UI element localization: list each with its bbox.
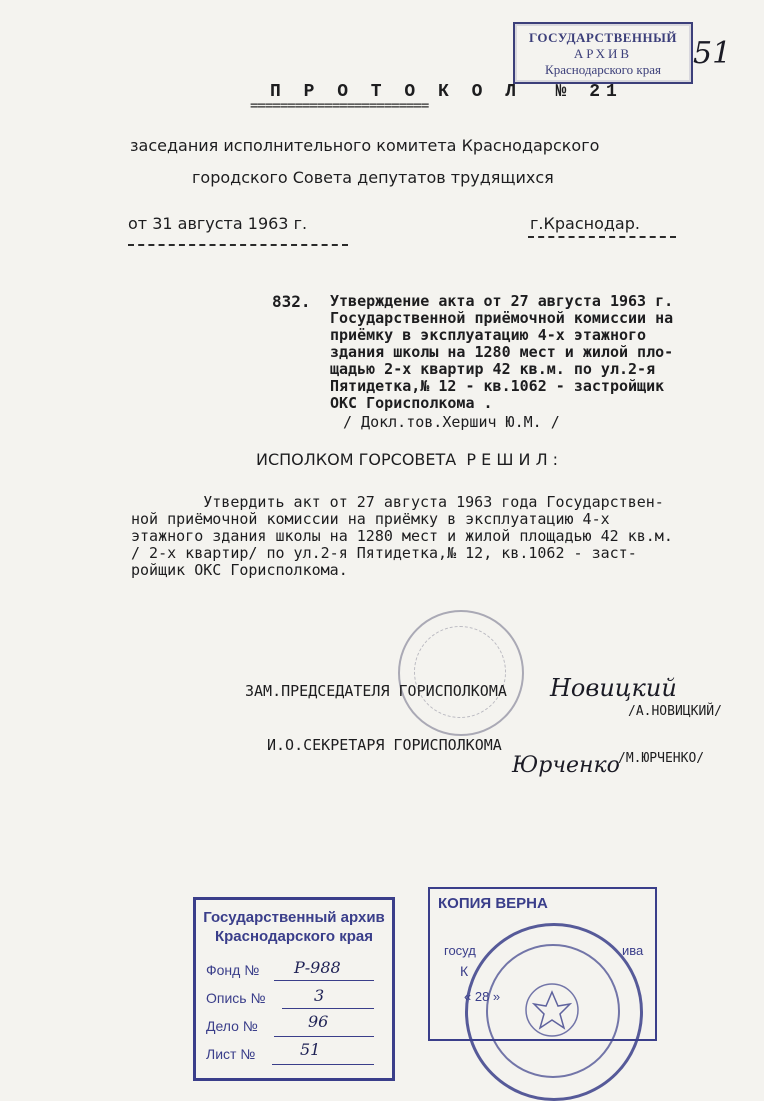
item-line: здания школы на 1280 мест и жилой пло- <box>330 343 674 361</box>
protocol-title: П Р О Т О К О Л № 21 <box>270 82 623 102</box>
secretary-title: И.О.СЕКРЕТАРЯ ГОРИСПОЛКОМА <box>267 736 502 754</box>
delo-value: 96 <box>308 1012 329 1031</box>
item-number: 832. <box>272 292 311 311</box>
eagle-emblem-icon <box>522 980 582 1040</box>
delo-label: Дело № <box>206 1018 258 1034</box>
sheet-number-handwritten: 51 <box>693 36 732 71</box>
decision-heading: ИСПОЛКОМ ГОРСОВЕТА Р Е Ш И Л : <box>256 450 559 469</box>
opis-label: Опись № <box>206 990 266 1006</box>
archive-stamp-line2: АРХИВ <box>573 46 633 61</box>
item-line: щадью 2-х квартир 42 кв.м. по ул.2-я <box>330 360 656 378</box>
secretary-name: /М.ЮРЧЕНКО/ <box>618 751 705 766</box>
copy-stamp-text: К <box>460 963 469 979</box>
list-line <box>272 1064 374 1065</box>
decision-line: / 2-х квартир/ по ул.2-я Пятидетка,№ 12, кв.1062 - заст- <box>131 544 637 562</box>
decision-line: ной приёмочной комиссии на приёмку в эксплуатацию 4-х <box>131 510 610 528</box>
archive-stamp-line1: ГОСУДАРСТВЕННЫЙ <box>528 30 678 45</box>
item-line: ОКС Горисполкома . <box>330 394 493 412</box>
secretary-signature: Юрченко <box>512 753 620 778</box>
archive-stamp-line3: Краснодарского края <box>545 62 661 77</box>
copy-stamp-text: ива <box>622 943 644 958</box>
list-value: 51 <box>300 1040 321 1059</box>
report-line: / Докл.тов.Хершич Ю.М. / <box>343 413 560 431</box>
faded-round-seal <box>398 610 524 736</box>
decision-line: ройщик ОКС Горисполкома. <box>131 561 348 579</box>
title-underline: ======================== <box>250 98 429 114</box>
date-underline <box>128 244 348 246</box>
decision-line: Утвердить акт от 27 августа 1963 года Государствен- <box>131 493 664 511</box>
archive-stamp-header2: Краснодарского края <box>214 928 373 945</box>
header-line1: заседания исполнительного комитета Краснодарского <box>130 136 600 155</box>
fond-label: Фонд № <box>206 962 260 978</box>
archive-stamp-header1: Государственный архив <box>203 909 385 926</box>
archive-stamp-bottom <box>193 897 395 1081</box>
item-line: приёмку в эксплуатацию 4-х этажного <box>330 326 647 344</box>
copy-stamp-date: « 28 » <box>464 989 501 1004</box>
fond-value: Р-988 <box>294 958 341 977</box>
deputy-chair-name: /А.НОВИЦКИЙ/ <box>628 704 722 719</box>
decision-text <box>131 494 673 579</box>
fond-line <box>274 980 374 981</box>
copy-stamp-text: госуд <box>444 943 476 958</box>
list-label: Лист № <box>206 1046 256 1062</box>
place-underline <box>528 236 676 238</box>
archive-stamp-top <box>513 22 693 84</box>
protocol-date: от 31 августа 1963 г. <box>128 214 308 233</box>
opis-line <box>282 1008 374 1009</box>
decision-line: этажного здания школы на 1280 мест и жилой площадью 42 кв.м. <box>131 527 673 545</box>
item-line: Государственной приёмочной комиссии на <box>330 309 674 327</box>
deputy-signature: Новицкий <box>550 674 677 702</box>
copy-certified-label: КОПИЯ ВЕРНА <box>438 895 548 912</box>
delo-line <box>274 1036 374 1037</box>
protocol-place: г.Краснодар. <box>530 214 640 233</box>
header-line2: городского Совета депутатов трудящихся <box>192 168 554 187</box>
opis-value: 3 <box>314 986 325 1005</box>
official-round-seal <box>465 923 643 1101</box>
item-text <box>330 293 673 412</box>
deputy-chair-title: ЗАМ.ПРЕДСЕДАТЕЛЯ ГОРИСПОЛКОМА <box>245 682 507 700</box>
item-line: Пятидетка,№ 12 - кв.1062 - застройщик <box>330 377 665 395</box>
item-line: Утверждение акта от 27 августа 1963 г. <box>330 292 674 310</box>
